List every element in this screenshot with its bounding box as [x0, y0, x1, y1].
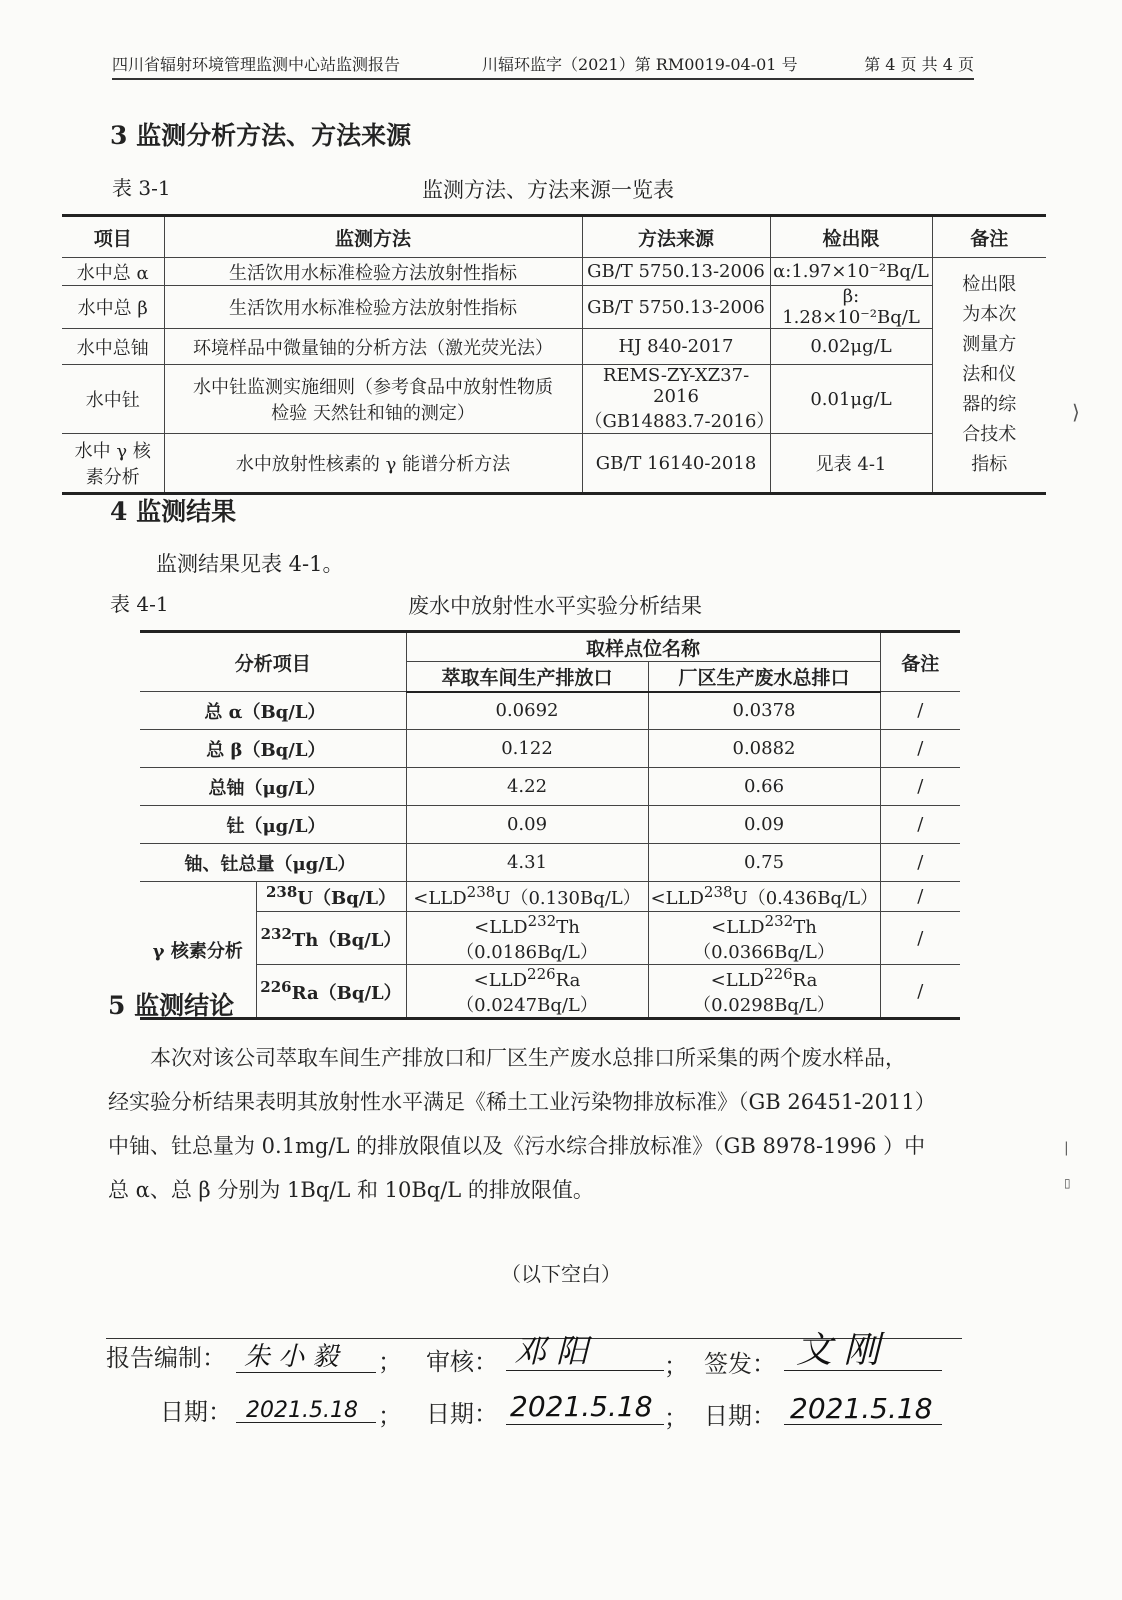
cell-item: 钍（μg/L） [140, 806, 406, 844]
date-label-approver: 日期： [704, 1402, 776, 1430]
cell-site2: $<LLD^{238}U(0.436Bq/L)$ [648, 882, 880, 912]
table-4-1-title: 废水中放射性水平实验分析结果 [408, 594, 702, 618]
col-header-limit: 检出限 [770, 216, 932, 258]
cell-site2: $<LLD^{232}Th(0.0366Bq/L)$ [648, 912, 880, 965]
cell-remark: / [880, 768, 960, 806]
cell-nuclide [256, 882, 406, 912]
cell-site1: $<LLD^{232}Th(0.0186Bq/L)$ [406, 912, 648, 965]
remark-line: 法和仪 [962, 364, 1017, 385]
separator: ； [664, 1352, 688, 1380]
cell-remark: / [880, 965, 960, 1019]
cell-source: GB/T 5750.13-2006 [582, 286, 770, 329]
date-label-compiler: 日期： [160, 1398, 232, 1426]
cell-limit: 0.01μg/L [770, 365, 932, 434]
item-line: 素分析 [85, 467, 140, 488]
cell-item: 总铀（μg/L） [140, 768, 406, 806]
nuclide-label: Th（Bq/L） [291, 929, 402, 951]
scan-mark: ▯ [1064, 1176, 1071, 1190]
table-row [140, 912, 960, 965]
page-header [112, 44, 974, 80]
header-page-number: 第 4 页 共 4 页 [864, 55, 974, 74]
cell-nuclide [256, 912, 406, 965]
nuclide-label: Ra（Bq/L） [291, 982, 402, 1004]
table-row [140, 882, 960, 912]
conclusion-line: 本次对该公司萃取车间生产排放口和厂区生产废水总排口所采集的两个废水样品， [150, 1046, 906, 1070]
table-row [140, 806, 960, 844]
col-header-site1: 萃取车间生产排放口 [406, 662, 648, 692]
cell-site1: 0.122 [406, 730, 648, 768]
section-5-title: 5 监测结论 [108, 991, 235, 1020]
cell-site1: $<LLD^{226}Ra(0.0247Bq/L)$ [406, 965, 648, 1019]
header-org: 四川省辐射环境管理监测中心站监测报告 [112, 55, 401, 74]
cell-item: 水中总 α [62, 258, 164, 286]
cell-site2: $<LLD^{226}Ra(0.0298Bq/L)$ [648, 965, 880, 1019]
cell-limit: β: 1.28×10⁻²Bq/L [770, 286, 932, 329]
compiler-signature: 朱 小 毅 [244, 1342, 339, 1372]
conclusion-line: 总 α、总 β 分别为 1Bq/L 和 10Bq/L 的排放限值。 [108, 1178, 594, 1202]
source-line: （GB14883.7-2016） [584, 411, 775, 432]
cell-item: 水中总 β [62, 286, 164, 329]
cell-source: GB/T 5750.13-2006 [582, 258, 770, 286]
table-row [62, 365, 1046, 434]
cell-limit: 0.02μg/L [770, 329, 932, 365]
remark-line: 测量方 [962, 334, 1017, 355]
nuclide-label: U（Bq/L） [297, 888, 397, 909]
cell-item: 总 α（Bq/L） [140, 692, 406, 730]
cell-site1: 4.22 [406, 768, 648, 806]
nuclide-mass: 226 [260, 977, 292, 996]
cell-source: GB/T 16140-2018 [582, 434, 770, 494]
table-row [140, 844, 960, 882]
separator: ； [664, 1404, 688, 1432]
method-line: 检验 天然钍和铀的测定） [271, 403, 475, 424]
col-header-remark: 备注 [932, 216, 1046, 258]
cell-site2: 0.09 [648, 806, 880, 844]
cell-remark: / [880, 912, 960, 965]
cell-remark: / [880, 692, 960, 730]
cell-item: 水中钍 [62, 365, 164, 434]
col-header-item: 项目 [62, 216, 164, 258]
cell-site1: 4.31 [406, 844, 648, 882]
col-header-sites: 取样点位名称 [406, 632, 880, 662]
date-compiler: 2021.5.18 [246, 1398, 358, 1423]
cell-remark: / [880, 882, 960, 912]
cell-remark: / [880, 844, 960, 882]
cell-site2: 0.0882 [648, 730, 880, 768]
cell-site1: $<LLD^{238}U(0.130Bq/L)$ [406, 882, 648, 912]
cell-site2: 0.66 [648, 768, 880, 806]
table-row [140, 692, 960, 730]
cell-site2: 0.75 [648, 844, 880, 882]
date-reviewer: 2021.5.18 [510, 1390, 653, 1423]
conclusion-line: 中铀、钍总量为 0.1mg/L 的排放限值以及《污水综合排放标准》（GB 8978-1996 ）中 [108, 1134, 926, 1158]
col-header-item: 分析项目 [140, 632, 406, 692]
reviewer-label: 审核： [426, 1348, 498, 1376]
cell-limit: α:1.97×10⁻²Bq/L [770, 258, 932, 286]
table-3-1-title: 监测方法、方法来源一览表 [422, 178, 674, 202]
date-underline [784, 1424, 942, 1425]
cell-site1: 0.09 [406, 806, 648, 844]
section-3-title: 3 监测分析方法、方法来源 [110, 121, 412, 150]
reviewer-signature: 邓 阳 [514, 1332, 589, 1370]
remark-line: 为本次 [962, 304, 1017, 325]
cell-source: HJ 840-2017 [582, 329, 770, 365]
cell-remark: / [880, 806, 960, 844]
table-row [140, 768, 960, 806]
date-label-reviewer: 日期： [426, 1400, 498, 1428]
cell-item [62, 434, 164, 494]
remark-line: 合技术 [962, 424, 1017, 445]
header-report-number: 川辐环监字（2021）第 RM0019-04-01 号 [482, 55, 798, 74]
date-underline [236, 1422, 376, 1423]
blank-below-note: （以下空白） [501, 1262, 621, 1286]
conclusion-line: 经实验分析结果表明其放射性水平满足《稀土工业污染物排放标准》（GB 26451-2011） [108, 1090, 936, 1114]
cell-source [582, 365, 775, 434]
table-header-row [62, 216, 1046, 258]
approver-underline [784, 1370, 942, 1371]
scan-mark: | [1064, 1140, 1069, 1156]
remark-line: 器的综 [962, 394, 1017, 415]
results-table [140, 630, 960, 1020]
nuclide-mass: 238 [265, 883, 298, 901]
table-row [140, 730, 960, 768]
cell-item: 总 β（Bq/L） [140, 730, 406, 768]
item-line: 水中 γ 核 [74, 441, 151, 462]
cell-remark [932, 258, 1046, 494]
date-approver: 2021.5.18 [790, 1392, 933, 1425]
cell-nuclide [256, 965, 406, 1019]
cell-item: 铀、钍总量（μg/L） [140, 844, 406, 882]
table-row [62, 329, 1046, 365]
source-line: REMS-ZY-XZ37-2016 [602, 365, 750, 407]
cell-item: 水中总铀 [62, 329, 164, 365]
compiler-underline [236, 1372, 376, 1373]
method-line: 水中钍监测实施细则（参考食品中放射性物质 [193, 377, 553, 398]
date-underline [506, 1424, 664, 1425]
remark-line: 检出限 [962, 274, 1017, 295]
methods-table [62, 214, 1046, 495]
compiler-label: 报告编制： [106, 1344, 226, 1372]
col-header-remark: 备注 [880, 632, 960, 692]
remark-line: 指标 [971, 454, 1008, 475]
cell-site1: 0.0692 [406, 692, 648, 730]
separator: ； [378, 1348, 402, 1376]
approver-label: 签发： [704, 1350, 776, 1378]
cell-method: 生活饮用水标准检验方法放射性指标 [164, 286, 582, 329]
separator: ； [378, 1402, 402, 1430]
cell-limit: 见表 4-1 [770, 434, 932, 494]
table-row [62, 258, 1046, 286]
conclusion-paragraph [108, 1036, 988, 1212]
cell-site2: 0.0378 [648, 692, 880, 730]
section-4-intro: 监测结果见表 4-1。 [156, 552, 344, 576]
approver-signature: 文 刚 [796, 1330, 880, 1371]
nuclide-mass: 232 [260, 924, 292, 943]
cell-method: 水中放射性核素的 γ 能谱分析方法 [164, 434, 582, 494]
cell-gamma-group: γ 核素分析 [140, 882, 256, 1019]
col-header-source: 方法来源 [582, 216, 770, 258]
table-row [140, 965, 960, 1019]
section-4-title: 4 监测结果 [110, 497, 237, 526]
table-3-1-label: 表 3-1 [112, 176, 171, 200]
table-row [62, 434, 1046, 494]
cell-method [164, 365, 582, 434]
scan-mark: ⟩ [1072, 400, 1080, 424]
col-header-method: 监测方法 [164, 216, 582, 258]
cell-method: 生活饮用水标准检验方法放射性指标 [164, 258, 582, 286]
col-header-site2: 厂区生产废水总排口 [648, 662, 880, 692]
table-header-row [140, 632, 960, 662]
table-row [62, 286, 1046, 329]
reviewer-underline [506, 1370, 664, 1371]
table-4-1-label: 表 4-1 [110, 592, 169, 616]
cell-method: 环境样品中微量铀的分析方法（激光荧光法） [164, 329, 582, 365]
cell-remark: / [880, 730, 960, 768]
